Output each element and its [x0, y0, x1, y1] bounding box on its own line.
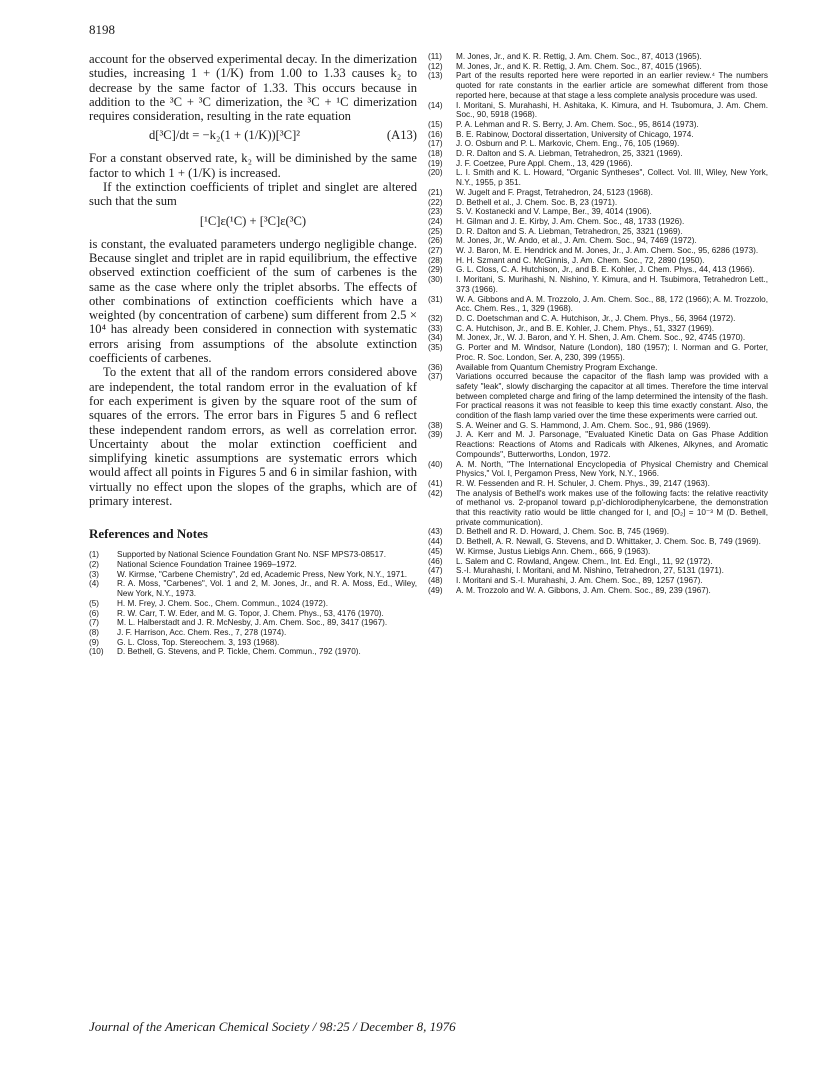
reference-text: A. M. North, "The International Encyclopedia of Physical Chemistry and Chemical Physics," Vol. I, Pergamon Press, New York, N.Y., 1966.: [456, 459, 768, 479]
reference-number: (7): [89, 618, 100, 628]
reference-text: J. F. Harrison, Acc. Chem. Res., 7, 278 (1974).: [117, 627, 287, 637]
reference-text: M. Jonex, Jr., W. J. Baron, and Y. H. Shen, J. Am. Chem. Soc., 92, 4745 (1970).: [456, 333, 746, 343]
reference-number: (12): [428, 61, 443, 71]
reference-item: [89, 638, 417, 648]
reference-text: R. W. Carr, T. W. Eder, and M. G. Topor, J. Chem. Phys., 53, 4176 (1970).: [117, 608, 384, 618]
reference-item: [428, 460, 768, 479]
reference-item: [428, 527, 768, 537]
reference-number: (3): [89, 569, 100, 579]
reference-text: M. Jones, Jr., W. Ando, et al., J. Am. Chem. Soc., 94, 7469 (1972).: [456, 236, 697, 246]
reference-number: (20): [428, 168, 443, 178]
reference-text: Variations occurred because the capacitor of the flash lamp was provided with a safety "leak", slowly discharging the capacitor at all times. Therefore the time interval between completed charge and firing of the lamp determined the intensity of the flash. For practical reasons it was not feasible to keep this time exactly constant. Also, the condition of the flash lamp varied over the time these experiments were carried out.: [456, 372, 768, 421]
reference-item: [428, 198, 768, 208]
reference-number: (28): [428, 255, 443, 265]
reference-number: (32): [428, 313, 443, 323]
reference-text: H. H. Szmant and C. McGinnis, J. Am. Chem. Soc., 72, 2890 (1950).: [456, 255, 705, 265]
reference-item: [428, 159, 768, 169]
body-paragraph: is constant, the evaluated parameters undergo negligible change. Because singlet and triplet are in rapid equilibrium, the effective observed extinction coefficient of the sum of carbenes is the same as the case where only the triplet absorbs. The effects of other combinations of extinction coefficients which have a weighted (by concentration of carbene) sum different from 2.5 × 10⁴ has already been considered in connection with systematic errors arising from assumptions of the absolute extinction coefficients of carbenes.: [89, 236, 417, 366]
reference-text: I. Moritani, S. Murahashi, H. Ashitaka, K. Kimura, and H. Tsubomura, J. Am. Chem. Soc., 90, 5918 (1968).: [456, 100, 768, 120]
reference-item: [428, 168, 768, 187]
reference-text: W. Jugelt and F. Pragst, Tetrahedron, 24, 5123 (1968).: [456, 187, 653, 197]
reference-number: (33): [428, 323, 443, 333]
reference-item: [428, 188, 768, 198]
reference-item: [428, 275, 768, 294]
references-heading: References and Notes: [89, 526, 208, 542]
reference-text: B. E. Rabinow, Doctoral dissertation, University of Chicago, 1974.: [456, 129, 694, 139]
reference-item: [428, 363, 768, 373]
reference-number: (27): [428, 246, 443, 256]
reference-item: [89, 599, 417, 609]
reference-text: P. A. Lehman and R. S. Berry, J. Am. Chem. Soc., 95, 8614 (1973).: [456, 119, 699, 129]
references-list-left: [89, 550, 417, 657]
reference-number: (5): [89, 598, 100, 608]
reference-text: D. R. Dalton and S. A. Liebman, Tetrahedron, 25, 3321 (1969).: [456, 226, 683, 236]
reference-item: [428, 372, 768, 421]
reference-text: C. A. Hutchison, Jr., and B. E. Kohler, J. Chem. Phys., 51, 3327 (1969).: [456, 323, 715, 333]
reference-text: Supported by National Science Foundation Grant No. NSF MPS73-08517.: [117, 550, 386, 560]
reference-number: (34): [428, 333, 443, 343]
reference-number: (48): [428, 575, 443, 585]
equation-a13: [89, 128, 417, 143]
reference-number: (18): [428, 149, 443, 159]
reference-item: [428, 139, 768, 149]
reference-number: (23): [428, 207, 443, 217]
reference-number: (9): [89, 637, 100, 647]
reference-number: (21): [428, 187, 443, 197]
reference-text: R. A. Moss, "Carbenes", Vol. 1 and 2, M. Jones, Jr., and R. A. Moss, Ed., Wiley, New York, N.Y., 1973.: [117, 579, 417, 599]
reference-number: (4): [89, 579, 100, 589]
reference-item: [428, 489, 768, 528]
reference-item: [428, 557, 768, 567]
reference-item: [89, 550, 417, 560]
equation-text: d[³C]/dt = −k₂(1 + (1/K))[³C]²: [149, 128, 301, 143]
body-paragraph: account for the observed experimental decay. In the dimerization studies, increasing 1 + (1/K) from 1.00 to 1.33 causes k₂ to decrease by the same factor of 1.33. This occurs because in addition to the ³C + ³C dimerization, the ³C + ¹C dimerization requires consideration, resulting in the rate equation: [89, 52, 417, 124]
reference-text: G. L. Closs, Top. Stereochem. 3, 193 (1968).: [117, 637, 280, 647]
references-list-right: [428, 52, 768, 595]
equation-text: [¹C]ε(¹C) + [³C]ε(³C): [199, 213, 307, 228]
reference-number: (14): [428, 100, 443, 110]
reference-item: [428, 430, 768, 459]
page-number: 8198: [89, 22, 115, 37]
reference-text: M. Jones, Jr., and K. R. Rettig, J. Am. Chem. Soc., 87, 4013 (1965).: [456, 52, 702, 61]
reference-number: (6): [89, 608, 100, 618]
reference-text: D. R. Dalton and S. A. Liebman, Tetrahedron, 25, 3321 (1969).: [456, 149, 683, 159]
reference-text: National Science Foundation Trainee 1969–1972.: [117, 560, 297, 570]
reference-text: The analysis of Bethell's work makes use of the following facts: the relative reactivity of methanol vs. 2-propanol toward p,p'-dichlorodiphenylcarbene, the demonstration that this reactivity ratio would be little changed for I, and [O₂] = 10⁻³ M (D. Bethell, private communication).: [456, 488, 768, 527]
reference-item: [428, 149, 768, 159]
reference-text: Part of the results reported here were reported in an earlier review.⁴ The numbers quoted for rate constants in the earlier article are somewhat different from those reported here, because at that stage a less complete analysis procedure was used.: [456, 71, 768, 100]
equation-number: (A13): [386, 128, 417, 143]
reference-number: (16): [428, 129, 443, 139]
reference-number: (35): [428, 343, 443, 353]
reference-item: [428, 421, 768, 431]
reference-text: D. Bethell, A. R. Newall, G. Stevens, and D. Whittaker, J. Chem. Soc. B, 749 (1969).: [456, 537, 761, 547]
reference-item: [428, 537, 768, 547]
reference-number: (19): [428, 158, 443, 168]
reference-number: (45): [428, 546, 443, 556]
reference-item: [428, 479, 768, 489]
reference-text: D. Bethell et al., J. Chem. Soc. B, 23 (1971).: [456, 197, 618, 207]
reference-number: (44): [428, 537, 443, 547]
body-paragraph: For a constant observed rate, k₂ will be diminished by the same factor to which 1 + (1/K) is increased.: [89, 151, 417, 180]
reference-item: [428, 227, 768, 237]
reference-text: Available from Quantum Chemistry Program Exchange.: [456, 362, 658, 372]
reference-number: (26): [428, 236, 443, 246]
journal-footer: Journal of the American Chemical Society / 98:25 / December 8, 1976: [89, 1019, 456, 1034]
reference-item: [428, 246, 768, 256]
reference-number: (36): [428, 362, 443, 372]
reference-number: (29): [428, 265, 443, 275]
reference-item: [89, 570, 417, 580]
reference-item: [428, 256, 768, 266]
reference-number: (24): [428, 216, 443, 226]
reference-number: (40): [428, 459, 443, 469]
reference-number: (49): [428, 585, 443, 595]
reference-item: [428, 265, 768, 275]
reference-item: [428, 52, 768, 62]
reference-text: M. Jones, Jr., and K. R. Rettig, J. Am. Chem. Soc., 87, 4015 (1965).: [456, 61, 702, 71]
reference-text: M. L. Halberstadt and J. R. McNesby, J. Am. Chem. Soc., 89, 3417 (1967).: [117, 618, 388, 628]
reference-number: (11): [428, 52, 442, 61]
reference-item: [428, 566, 768, 576]
reference-item: [428, 295, 768, 314]
reference-item: [428, 324, 768, 334]
reference-number: (10): [89, 647, 104, 657]
reference-number: (30): [428, 275, 443, 285]
body-paragraph: If the extinction coefficients of triplet and singlet are altered such that the sum: [89, 180, 417, 209]
reference-text: H. M. Frey, J. Chem. Soc., Chem. Commun., 1024 (1972).: [117, 598, 328, 608]
reference-text: G. Porter and M. Windsor, Nature (London), 180 (1957); I. Norman and G. Porter, Proc. R. Soc. London, Ser. A, 230, 399 (1955).: [456, 343, 768, 362]
reference-item: [428, 207, 768, 217]
reference-text: S. V. Kostanecki and V. Lampe, Ber., 39, 4014 (1906).: [456, 207, 652, 217]
reference-number: (31): [428, 294, 443, 304]
reference-item: [428, 71, 768, 100]
reference-text: L. Salem and C. Rowland, Angew. Chem., Int. Ed. Engl., 11, 92 (1972).: [456, 556, 713, 566]
reference-text: W. Kirmse, "Carbene Chemistry", 2d ed, Academic Press, New York, N.Y., 1971.: [117, 569, 408, 579]
equation-sum: [89, 214, 417, 229]
reference-text: D. Bethell and R. D. Howard, J. Chem. Soc. B, 745 (1969).: [456, 527, 669, 537]
reference-number: (47): [428, 566, 443, 576]
reference-text: S. A. Weiner and G. S. Hammond, J. Am. Chem. Soc., 91, 986 (1969).: [456, 420, 711, 430]
reference-item: [428, 236, 768, 246]
reference-text: G. L. Closs, C. A. Hutchison, Jr., and B. E. Kohler, J. Chem. Phys., 44, 413 (1966).: [456, 265, 755, 275]
reference-text: I. Moritani and S.-I. Murahashi, J. Am. Chem. Soc., 89, 1257 (1967).: [456, 575, 703, 585]
body-paragraph: To the extent that all of the random errors considered above are independent, the total random error in the evaluation of kf for each experiment is given by the square root of the sum of squares of the errors. The error bars in Figures 5 and 6 reflect these independent random errors, as well as correlation error. Uncertainty about the molar extinction coefficient and simplifying kinetic assumptions are systematic errors which would affect all points in Figures 5 and 6 in similar fashion, with virtually no effect upon the slopes of the graphs, which are of primary interest.: [89, 365, 417, 509]
reference-number: (1): [89, 550, 100, 560]
reference-text: H. Gilman and J. E. Kirby, J. Am. Chem. Soc., 48, 1733 (1926).: [456, 216, 685, 226]
reference-item: [428, 314, 768, 324]
reference-item: [428, 120, 768, 130]
reference-number: (39): [428, 430, 443, 440]
right-column: [428, 52, 768, 595]
reference-text: W. A. Gibbons and A. M. Trozzolo, J. Am. Chem. Soc., 88, 172 (1966); A. M. Trozzolo, Acc. Chem. Res., 1, 329 (1968).: [456, 294, 768, 314]
left-column: [89, 52, 417, 657]
reference-item: [428, 586, 768, 596]
reference-text: D. Bethell, G. Stevens, and P. Tickle, Chem. Commun., 792 (1970).: [117, 647, 361, 657]
reference-item: [89, 560, 417, 570]
reference-text: J. O. Osburn and P. L. Markovic, Chem. Eng., 76, 105 (1969).: [456, 139, 680, 149]
reference-item: [428, 101, 768, 120]
reference-text: L. I. Smith and K. L. Howard, "Organic Syntheses", Collect. Vol. III, Wiley, New York, N.Y., 1955, p 351.: [456, 168, 768, 188]
reference-item: [428, 576, 768, 586]
reference-text: W. Kirmse, Justus Liebigs Ann. Chem., 666, 9 (1963).: [456, 546, 651, 556]
reference-number: (22): [428, 197, 443, 207]
reference-item: [89, 618, 417, 628]
reference-number: (8): [89, 627, 100, 637]
reference-text: R. W. Fessenden and R. H. Schuler, J. Chem. Phys., 39, 2147 (1963).: [456, 478, 710, 488]
reference-item: [428, 62, 768, 72]
reference-number: (41): [428, 478, 443, 488]
reference-item: [428, 217, 768, 227]
reference-number: (42): [428, 488, 443, 498]
reference-number: (25): [428, 226, 443, 236]
reference-text: S.-I. Murahashi, I. Moritani, and M. Nishino, Tetrahedron, 27, 5131 (1971).: [456, 566, 724, 576]
reference-item: [89, 647, 417, 657]
reference-item: [428, 333, 768, 343]
reference-text: I. Moritani, S. Murihashi, N. Nishino, Y. Kimura, and H. Tsubimora, Tetrahedron Lett., 373 (1966).: [456, 275, 768, 294]
reference-number: (17): [428, 139, 443, 149]
reference-number: (2): [89, 560, 100, 570]
reference-number: (13): [428, 71, 443, 81]
reference-text: J. F. Coetzee, Pure Appl. Chem., 13, 429 (1966).: [456, 158, 633, 168]
reference-text: J. A. Kerr and M. J. Parsonage, "Evaluated Kinetic Data on Gas Phase Addition Reactions: Reactions of Atoms and Radicals with Alkenes, Alkynes, and Aromatic Compounds", Butterworths, London, 1972.: [456, 430, 768, 459]
reference-item: [428, 343, 768, 362]
reference-item: [89, 609, 417, 619]
reference-number: (15): [428, 119, 443, 129]
reference-item: [428, 130, 768, 140]
reference-item: [89, 579, 417, 598]
reference-number: (46): [428, 556, 443, 566]
reference-text: A. M. Trozzolo and W. A. Gibbons, J. Am. Chem. Soc., 89, 239 (1967).: [456, 585, 711, 595]
reference-item: [89, 628, 417, 638]
reference-number: (43): [428, 527, 443, 537]
reference-item: [428, 547, 768, 557]
reference-text: W. J. Baron, M. E. Hendrick and M. Jones, Jr., J. Am. Chem. Soc., 95, 6286 (1973).: [456, 246, 759, 256]
reference-number: (37): [428, 372, 443, 382]
reference-number: (38): [428, 420, 443, 430]
reference-text: D. C. Doetschman and C. A. Hutchison, Jr., J. Chem. Phys., 56, 3964 (1972).: [456, 313, 736, 323]
